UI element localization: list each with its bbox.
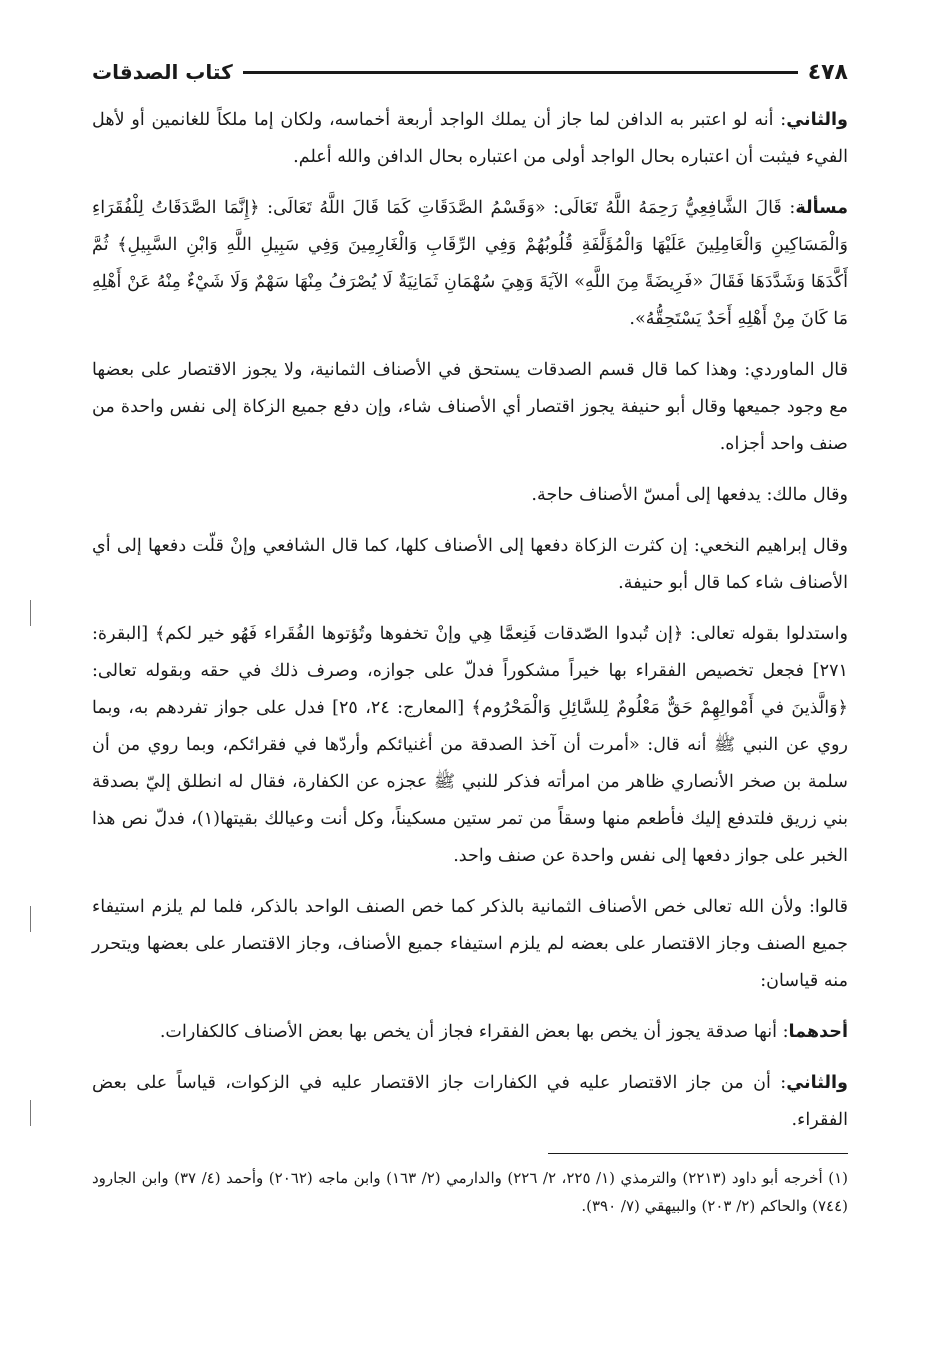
paragraph (92, 1014, 848, 1051)
paragraph-text: : أنه لو اعتبر به الدافن لما جاز أن يملك الواجد أربعة أخماسه، ولكان إما ملكاً للغانمين أو لأهل الفيء فيثبت أن اعتباره بحال الواجد أولى من اعتباره بحال الدافن والله أعلم. (92, 110, 848, 167)
paragraph-text: وقال إبراهيم النخعي: إن كثرت الزكاة دفعها إلى الأصناف كلها، كما قال الشافعي وإنْ قلّت دفعها إلى أي الأصناف شاء كما قال أبو حنيفة. (92, 536, 848, 593)
margin-mark (30, 906, 31, 932)
paragraph (92, 616, 848, 875)
paragraph (92, 352, 848, 463)
paragraph-lead: أحدهما (788, 1022, 848, 1042)
paragraph (92, 190, 848, 338)
paragraph-text: قالوا: ولأن الله تعالى خص الأصناف الثمانية بالذكر كما خص الصنف الواحد بالذكر، فلما لم يلزم استيفاء جميع الصنف وجاز الاقتصار على بعضه لم يلزم استيفاء جميع الأصناف، وجاز الاقتصار على بعضها ويتحرر منه قياسان: (92, 897, 848, 991)
paragraph (92, 102, 848, 176)
paragraph-text: وقال مالك: يدفعها إلى أمسّ الأصناف حاجة. (531, 485, 848, 505)
margin-mark (30, 600, 31, 626)
book-title: كتاب الصدقات (92, 60, 233, 84)
page-number: ٤٧٨ (807, 59, 848, 85)
paragraph (92, 477, 848, 514)
footnote: (١) أخرجه أبو داود (٢٢١٣) والترمذي (١/ ٢٢٥، ٢/ ٢٢٦) والدارمي (٢/ ١٦٣) وابن ماجه (٢٠٦٢) وأحمد (٤/ ٣٧) وابن الجارود (٧٤٤) والحاكم (٢/ ٢٠٣) والبيهقي (٧/ ٣٩٠). (92, 1169, 848, 1215)
header-rule (243, 71, 798, 74)
paragraph (92, 1065, 848, 1139)
footnote-separator (548, 1153, 848, 1154)
margin-mark (30, 1100, 31, 1126)
paragraph-text: : أنها صدقة يجوز أن يخص بها بعض الفقراء فجاز أن يخص بها بعض الأصناف كالكفارات. (159, 1022, 789, 1042)
paragraph-text: : أن من جاز الاقتصار عليه في الكفارات جاز الاقتصار عليه في الزكوات، قياساً على بعض الفقراء. (92, 1073, 848, 1130)
page-body (92, 102, 848, 1139)
paragraph-lead: مسألة (795, 198, 848, 218)
page-header (92, 52, 848, 92)
paragraph (92, 889, 848, 1000)
paragraph (92, 528, 848, 602)
paragraph-text: قال الماوردي: وهذا كما قال قسم الصدقات يستحق في الأصناف الثمانية، ولا يجوز الاقتصار على بعضها مع وجود جميعها وقال أبو حنيفة يجوز اقتصار أي الأصناف شاء، وإن دفع جميع الزكاة إلى نفس واحدة من صنف واحد أجزاه. (92, 360, 848, 454)
paragraph-text: : قَالَ الشَّافِعِيُّ رَحِمَهُ اللَّهُ تَعَالَى: «وَقَسْمُ الصَّدَقَاتِ كَمَا قَالَ اللَّهُ تَعَالَى: ﴿إِنَّمَا الصَّدَقَاتُ لِلْفُقَرَاءِ وَالْمَسَاكِينِ وَالْعَامِلِينَ عَلَيْهَا وَالْمُؤَلَّفَةِ قُلُوبُهُمْ وَفِي الرِّقَابِ وَالْغَارِمِينَ وَفِي سَبِيلِ اللَّهِ وَابْنِ السَّبِيلِ﴾ ثُمَّ أَكَّدَهَا وَشَدَّدَهَا فَقَالَ «فَرِيضَةً مِنَ اللَّهِ» الآيَةَ وَهِيَ سُهْمَانِ ثَمَانِيَةٌ لَا يُصْرَفُ مِنْهَا سَهْمٌ وَلَا شَيْءٌ مِنْهُ عَنْ أَهْلِهِ مَا كَانَ مِنْ أَهْلِهِ أَحَدٌ يَسْتَحِقُّهُ». (92, 198, 848, 329)
book-page (92, 52, 848, 1342)
paragraph-lead: والثاني (786, 1073, 848, 1093)
paragraph-text: واستدلوا بقوله تعالى: ﴿إن تُبدوا الصّدقات فَنِعمَّا هِي وإنْ تخفوها وتُؤتوها الفُقَراء فَهُو خير لكم﴾ [البقرة: ٢٧١] فجعل تخصيص الفقراء بها خيراً مشكوراً فدلّ على جوازه، وصرف ذلك في حقه وبقوله تعالى: ﴿وَالَّذينَ في أَمْوالِهِمْ حَقٌّ مَعْلُومٌ لِلسَّائِلِ وَالْمَحْرُوم﴾ [المعارج: ٢٤، ٢٥] فدل على جواز تفردهم به، وبما روي عن النبي ﷺ أنه قال: «أمرت أن آخذ الصدقة من أغنيائكم وأردّها في فقرائكم، وبما روي من أن سلمة بن صخر الأنصاري ظاهر من امرأته فذكر للنبي ﷺ عجزه عن الكفارة، فقال له انطلق إليّ بصدقة بني زريق فلتدفع إليك فأطعم منها وسقاً من تمر ستين مسكيناً، وكل أنت وعيالك بقيتها(١)، فدلّ نص هذا الخبر على جواز دفعها إلى نفس واحدة عن صنف واحد. (92, 624, 848, 866)
footnotes (92, 1164, 848, 1220)
paragraph-lead: والثاني (786, 110, 848, 130)
